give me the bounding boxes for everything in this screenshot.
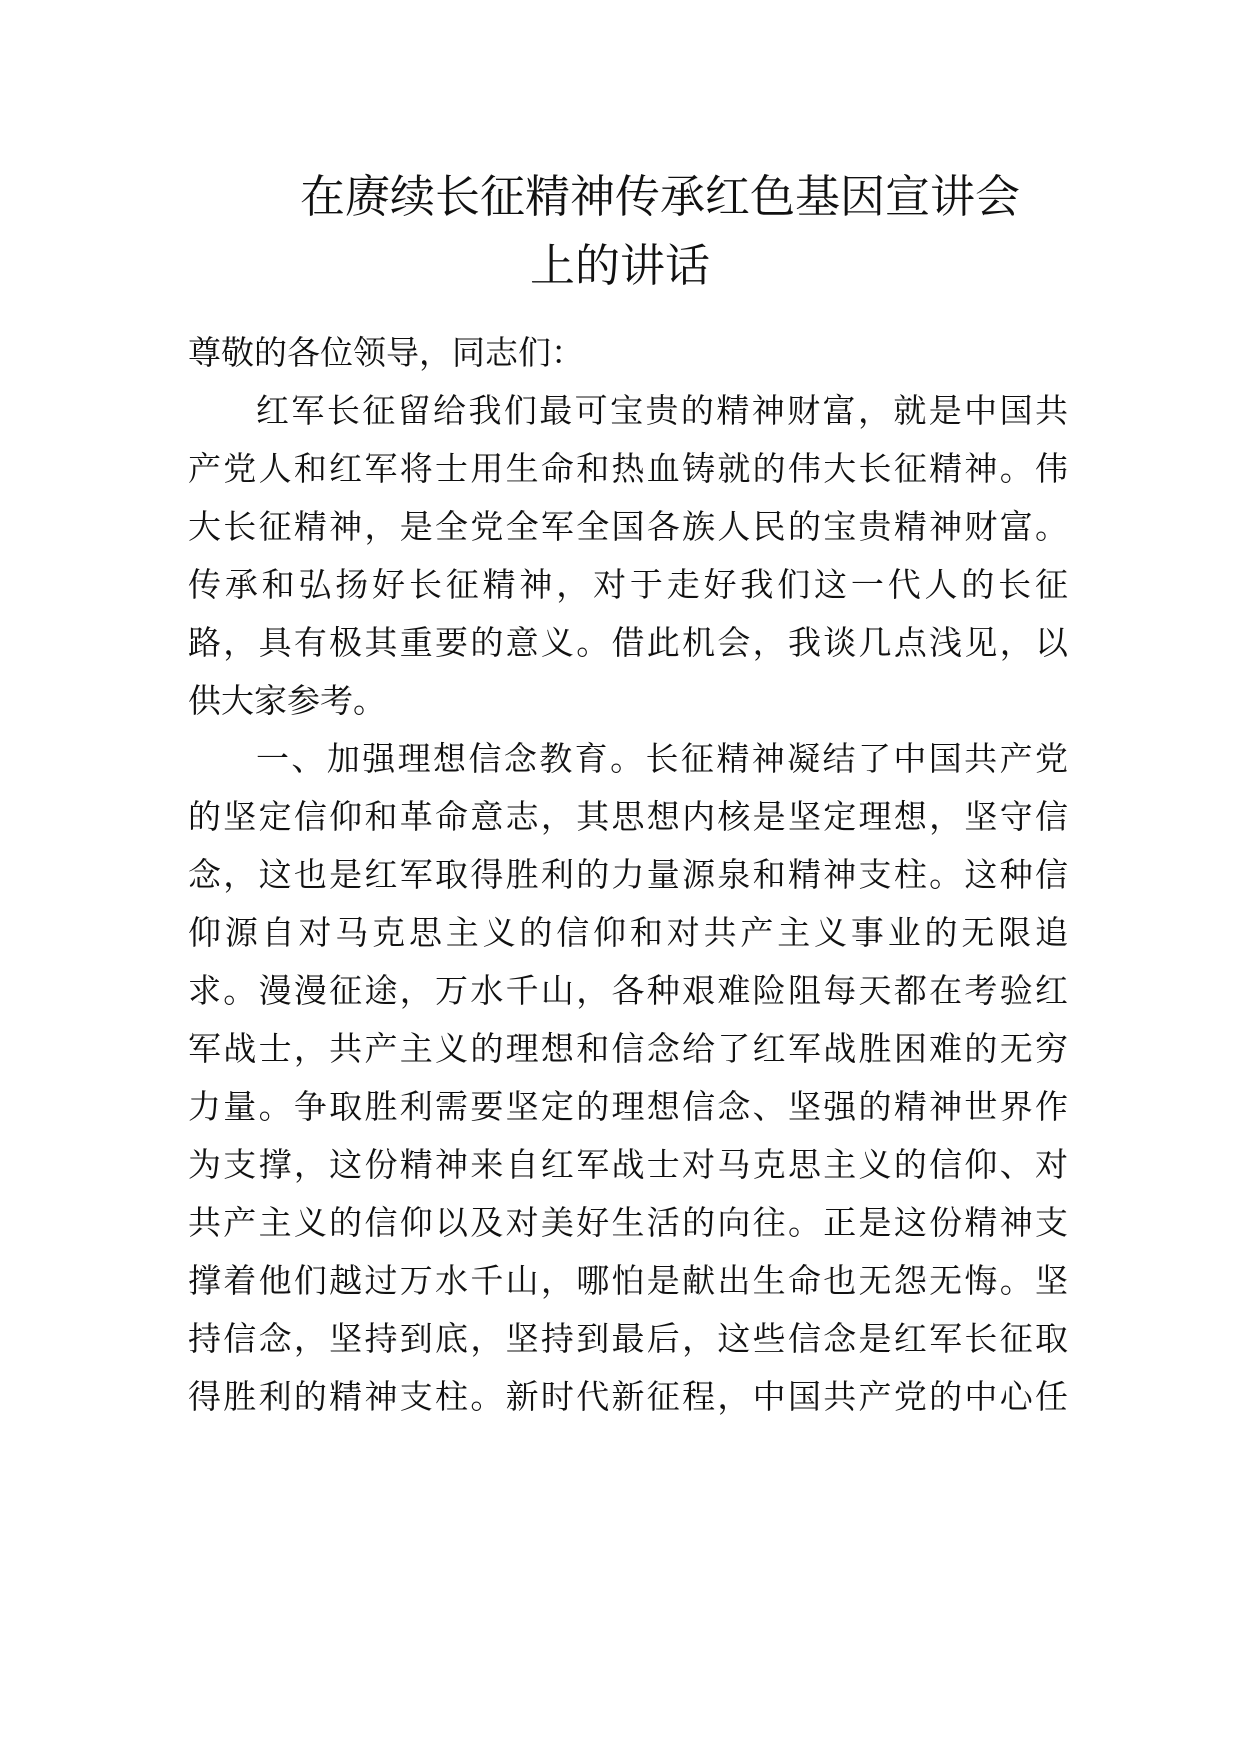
paragraph-2-line: 仰源自对马克思主义的信仰和对共产主义事业的无限追 <box>188 913 1068 952</box>
paragraph-2-line: 撑着他们越过万水千山，哪怕是献出生命也无怨无悔。坚 <box>188 1261 1068 1300</box>
salutation: 尊敬的各位领导，同志们： <box>188 333 584 372</box>
document-title-line-1: 在赓续长征精神传承红色基因宣讲会 <box>300 170 1021 223</box>
paragraph-2-line: 为支撑，这份精神来自红军战士对马克思主义的信仰、对 <box>188 1145 1068 1184</box>
paragraph-1-line: 大长征精神，是全党全军全国各族人民的宝贵精神财富。 <box>188 507 1068 546</box>
paragraph-2-line: 力量。争取胜利需要坚定的理想信念、坚强的精神世界作 <box>188 1087 1068 1126</box>
paragraph-2-line: 的坚定信仰和革命意志，其思想内核是坚定理想，坚守信 <box>188 797 1068 836</box>
document-title-line-2: 上的讲话 <box>530 239 711 292</box>
paragraph-2-line: 持信念，坚持到底，坚持到最后，这些信念是红军长征取 <box>188 1319 1068 1358</box>
paragraph-2-line: 共产主义的信仰以及对美好生活的向往。正是这份精神支 <box>188 1203 1068 1242</box>
paragraph-1-line: 供大家参考。 <box>188 681 386 720</box>
paragraph-2-line: 得胜利的精神支柱。新时代新征程，中国共产党的中心任 <box>188 1377 1068 1416</box>
paragraph-1-line: 产党人和红军将士用生命和热血铸就的伟大长征精神。伟 <box>188 449 1068 488</box>
paragraph-1-line: 传承和弘扬好长征精神，对于走好我们这一代人的长征 <box>188 565 1068 604</box>
paragraph-1-line: 红军长征留给我们最可宝贵的精神财富，就是中国共 <box>256 391 1068 430</box>
paragraph-2-line: 求。漫漫征途，万水千山，各种艰难险阻每天都在考验红 <box>188 971 1068 1010</box>
paragraph-1-line: 路，具有极其重要的意义。借此机会，我谈几点浅见，以 <box>188 623 1068 662</box>
paragraph-2-line: 一、加强理想信念教育。长征精神凝结了中国共产党 <box>256 739 1068 778</box>
paragraph-2-line: 军战士，共产主义的理想和信念给了红军战胜困难的无穷 <box>188 1029 1068 1068</box>
paragraph-2-line: 念，这也是红军取得胜利的力量源泉和精神支柱。这种信 <box>188 855 1068 894</box>
